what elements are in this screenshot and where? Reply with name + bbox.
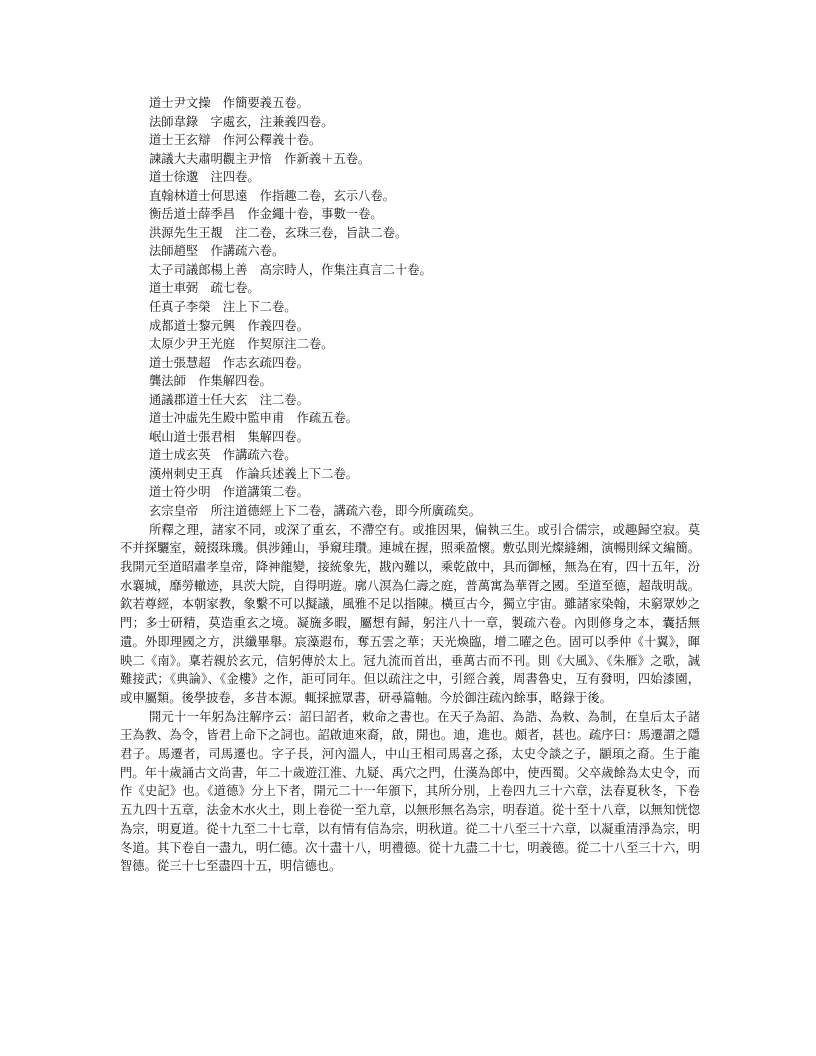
list-item: 諫議大夫肅明觀主尹愔 作新義＋五卷。 xyxy=(149,151,371,166)
list-item: 道士成玄英 作講疏六卷。 xyxy=(149,448,297,463)
list-item: 龔法師 作集解四卷。 xyxy=(149,374,272,389)
document-page xyxy=(120,94,700,876)
list-item: 道士張慧超 作志玄疏四卷。 xyxy=(149,355,309,370)
list-item: 通議郡道士任大玄 注二卷。 xyxy=(149,392,309,407)
list-item: 道士尹文操 作簡要義五卷。 xyxy=(149,96,309,110)
list-item: 道士車弼 疏七卷。 xyxy=(149,281,260,296)
list-item: 道士符少明 作道講策二卷。 xyxy=(149,485,309,500)
body-paragraph: 開元十一年躬為注解序云：詔曰詔者，敕命之書也。在天子為詔、為誥、為敕、為制，在皇后太子諸王為教、為令，皆君上命下之詞也。詔啟迪來裔，啟，開也。迪，進也。頗者，甚也。疏序曰：馬遷謂之隱君子。馬遷者，司馬遷也。字子長，河內溫人，中山王相司馬喜之孫，太史令談之子，顓頊之裔。生于龍門。年十歲誦古文尚書，年二十歲遊江淮、九疑、禹穴之門，仕漢為郎中，使西蜀。父卒歲餘為太史令，而作《史記》也。《道德》分上下者，開元二十一年頒下，其所分別，上卷四九三十六章，法春夏秋冬，下卷五九四十五章，法金木水火土，則上卷從一至九章，以無形無名為宗，明春道。從十至十八章，以無知恍惚為宗，明夏道。從十九至二十七章，以有情有信為宗，明秋道。從二十八至三十六章，以凝重清淨為宗，明冬道。其下卷自一盡九，明仁德。次十盡十八，明禮德。從十九盡二十七，明義德。從二十八至三十六，明智德。從三十七至盡四十五，明信德也。 xyxy=(120,709,700,874)
list-item: 道士王玄辯 作河公釋義十卷。 xyxy=(149,133,322,148)
list-item: 洪源先生王覩 注二卷，玄珠三卷，旨訣二卷。 xyxy=(149,225,408,240)
list-item: 直翰林道士何思遠 作指趣二卷，玄示八卷。 xyxy=(149,188,395,203)
body-paragraph: 所釋之理，諸家不同，或深了重玄，不滯空有。或推因果，偏執三生。或引合儒宗，或趣歸空寂。莫不并探驪室，競掇珠璣。俱涉鍾山，爭窺珪瓚。連城在握，照乘盈懷。敷弘則光燦縫緗，演暢則綵文編簡。我開元至道昭肅孝皇帝，降神龍變，接統象先，戡內難以，乘乾啟中，具而御極，無為在宥，四十五年，汾水襄城，靡勞轍迹，具茨大院，自得明遊。廓八溟為仁壽之庭，普萬寓為華胥之國。至道至德，超哉明哉。欽若尊經，本朝家教，象繫不可以擬議，風雅不足以指陳。橫亘古今，獨立宇宙。雖諸家染翰，未窮眾妙之門；多士研精，莫造重玄之境。凝旒多暇，屬想有歸，躬注八十一章，製疏六卷。內則修身之本，囊括無遺。外即理國之方，洪纖畢舉。宸藻遐布，奪五雲之華；天光煥臨，增二曜之色。固可以季仲《十翼》，暉映二《南》。稟若親於玄元，信躬傳於太上。冠九流而首出，垂萬古而不刊。則《大風》、《朱雁》之歌，誠難接武；《典論》、《金樓》之作，詎可同年。但以疏注之中，引經合義，周書魯史，互有發明，四始漆園，或申屬類。後學披卷，多昔本源。輒採摭眾書，研尋篇軸。今於御注疏內餘事，略錄于後。 xyxy=(120,522,700,705)
list-item: 玄宗皇帝 所注道德經上下二卷，講疏六卷，即今所廣疏矣。 xyxy=(149,504,482,519)
list-item: 岷山道士張君相 集解四卷。 xyxy=(149,429,309,444)
list-item: 成都道士黎元興 作義四卷。 xyxy=(149,318,309,333)
list-item: 任真子李榮 注上下二卷。 xyxy=(149,300,297,315)
list-item: 漢州刺史王真 作論兵述義上下二卷。 xyxy=(149,466,359,481)
list-item: 道士徐邈 注四卷。 xyxy=(149,170,260,185)
commentator-list xyxy=(120,94,700,521)
list-item: 法師韋錄 字處玄，注兼義四卷。 xyxy=(149,114,334,129)
list-item: 法師趙堅 作講疏六卷。 xyxy=(149,244,285,259)
list-item: 衡岳道士薛季昌 作金繩十卷，事數一卷。 xyxy=(149,207,383,222)
list-item: 道士冲虛先生殿中監申甫 作疏五卷。 xyxy=(149,411,359,426)
list-item: 太子司議郎楊上善 高宗時人，作集注真言二十卷。 xyxy=(149,262,432,277)
list-item: 太原少尹王光庭 作契原注二卷。 xyxy=(149,337,334,352)
